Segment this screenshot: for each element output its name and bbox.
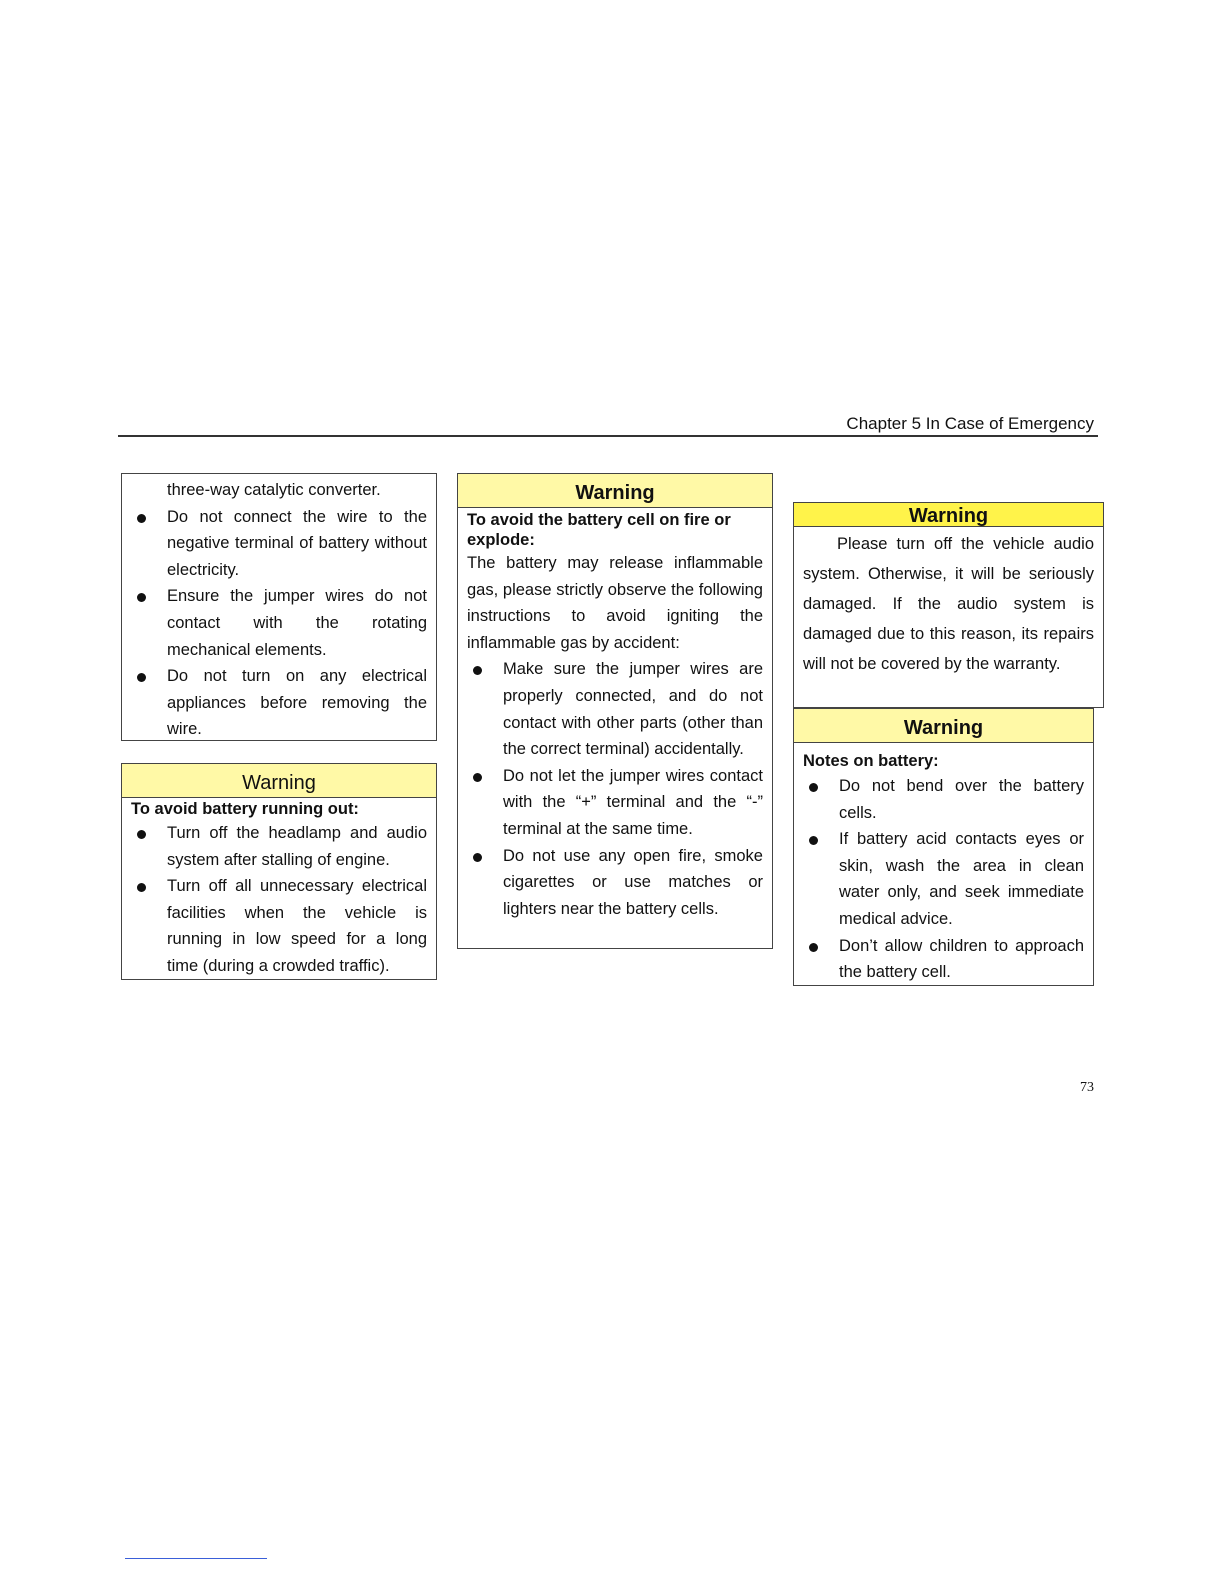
bullet-icon bbox=[137, 830, 146, 839]
list-item: If battery acid contacts eyes or skin, wash the area in clean water only, and seek immediate medical advice. bbox=[803, 826, 1084, 932]
warning-text: Please turn off the vehicle audio system. Otherwise, it will be seriously damaged. If the audio system is damaged due to this reason, its repairs will not be covered by the warranty. bbox=[803, 535, 1094, 673]
bullet-icon bbox=[137, 883, 146, 892]
bullet-icon bbox=[137, 593, 146, 602]
bullet-icon bbox=[809, 943, 818, 952]
list-item: Turn off the headlamp and audio system after stalling of engine. bbox=[131, 820, 427, 873]
warning-box-battery-fire bbox=[457, 473, 773, 949]
bullet-icon bbox=[809, 783, 818, 792]
precautions-list bbox=[131, 504, 427, 743]
footer-line bbox=[125, 1558, 267, 1559]
bullet-icon bbox=[473, 666, 482, 675]
list-item: Do not connect the wire to the negative terminal of battery without electricity. bbox=[131, 504, 427, 584]
list-item: Do not turn on any electrical appliances before removing the wire. bbox=[131, 663, 427, 743]
warning-box-battery-running-out bbox=[121, 763, 437, 980]
page-number: 73 bbox=[1080, 1080, 1094, 1095]
warning-heading: Warning bbox=[122, 764, 436, 798]
warning-heading: Warning bbox=[794, 503, 1103, 527]
warning-subheading: To avoid the battery cell on fire or explode: bbox=[467, 511, 731, 549]
chapter-title: Chapter 5 In Case of Emergency bbox=[846, 414, 1094, 433]
warning-list bbox=[803, 773, 1084, 986]
header-rule bbox=[118, 435, 1098, 437]
jump-start-precautions-box bbox=[121, 473, 437, 741]
warning-subheading: Notes on battery: bbox=[803, 752, 939, 770]
bullet-icon bbox=[809, 836, 818, 845]
list-item: Do not let the jumper wires contact with the “+” terminal and the “-” terminal at the same time. bbox=[467, 763, 763, 843]
warning-box-notes-on-battery bbox=[793, 708, 1094, 986]
warning-box-audio-system bbox=[793, 502, 1104, 708]
warning-heading: Warning bbox=[794, 709, 1093, 743]
list-item: Make sure the jumper wires are properly connected, and do not contact with other parts (other than the correct terminal) accidentally. bbox=[467, 656, 763, 762]
warning-intro: The battery may release inflammable gas, please strictly observe the following instructions to avoid igniting the inflammable gas by accident: bbox=[467, 554, 763, 652]
bullet-icon bbox=[137, 673, 146, 682]
warning-subheading: To avoid battery running out: bbox=[131, 800, 359, 818]
continued-text: three-way catalytic converter. bbox=[167, 481, 381, 499]
bullet-icon bbox=[473, 773, 482, 782]
list-item: Turn off all unnecessary electrical facilities when the vehicle is running in low speed for a long time (during a crowded traffic). bbox=[131, 873, 427, 979]
bullet-icon bbox=[137, 514, 146, 523]
list-item: Do not bend over the battery cells. bbox=[803, 773, 1084, 826]
warning-list bbox=[467, 656, 763, 922]
warning-heading: Warning bbox=[458, 474, 772, 508]
list-item: Ensure the jumper wires do not contact with the rotating mechanical elements. bbox=[131, 583, 427, 663]
list-item: Don’t allow children to approach the battery cell. bbox=[803, 933, 1084, 986]
list-item: Do not use any open fire, smoke cigarettes or use matches or lighters near the battery cells. bbox=[467, 843, 763, 923]
bullet-icon bbox=[473, 853, 482, 862]
warning-list bbox=[131, 820, 427, 980]
